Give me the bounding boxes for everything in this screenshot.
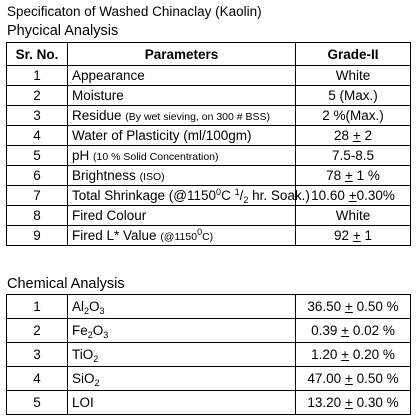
parameter: Fired L* Value (@1150$^0$C)	[68, 226, 296, 246]
grade-value: 47.00 + 0.50 %	[296, 367, 411, 391]
grade-value: 2 %(Max.)	[296, 106, 411, 126]
grade-value: White	[296, 66, 411, 86]
sr-no: 8	[7, 206, 68, 226]
parameter	[68, 106, 296, 126]
header-parameters: Parameters	[68, 43, 296, 66]
grade-value: White	[296, 206, 411, 226]
sr-no: 7	[7, 186, 68, 206]
parameter	[68, 146, 296, 166]
sr-no: 4	[7, 126, 68, 146]
grade-value: 92 + 1	[296, 226, 411, 246]
table-row	[7, 146, 411, 166]
grade-value: 1.20 + 0.20 %	[296, 343, 411, 367]
grade-value: 78 + 1 %	[296, 166, 411, 186]
sr-no: 2	[7, 86, 68, 106]
parameter-name: Residue	[72, 108, 122, 123]
compound: TiO$_2$	[68, 343, 296, 367]
table-row	[7, 126, 411, 146]
grade-value: 7.5-8.5	[296, 146, 411, 166]
grade-value: 28 + 2	[296, 126, 411, 146]
plus-minus-sign: +	[344, 395, 353, 410]
table-row	[7, 343, 411, 367]
plus-minus-sign: +	[344, 299, 353, 314]
grade-value: 10.60 +0.30%	[296, 186, 411, 206]
table-row	[7, 295, 411, 319]
table-row	[7, 186, 411, 206]
plus-minus-sign: +	[348, 188, 357, 203]
compound: $Fe_2O_3$	[68, 319, 296, 343]
sr-no: 6	[7, 166, 68, 186]
sr-no: 9	[7, 226, 68, 246]
parameter: Fired Colour	[68, 206, 296, 226]
table-row	[7, 206, 411, 226]
parameter	[68, 166, 296, 186]
sr-no: 3	[7, 343, 68, 367]
plus-minus-sign: +	[344, 371, 353, 386]
grade-value: 5 (Max.)	[296, 86, 411, 106]
grade-value: 13.20 + 0.30 %	[296, 391, 411, 415]
table-row	[7, 106, 411, 126]
parameter-note: (By wet sieving, on 300 # BSS)	[125, 111, 271, 123]
table-row	[7, 367, 411, 391]
physical-heading: Phycical Analysis	[7, 23, 119, 39]
sr-no: 1	[7, 295, 68, 319]
table-row	[7, 166, 411, 186]
sr-no: 2	[7, 319, 68, 343]
plus-minus-sign: +	[344, 168, 353, 183]
sr-no: 1	[7, 66, 68, 86]
sr-no: 5	[7, 391, 68, 415]
chemical-analysis-table	[6, 294, 411, 415]
table-row	[7, 319, 411, 343]
parameter: Water of Plasticity (ml/100gm)	[68, 126, 296, 146]
parameter: Appearance	[68, 66, 296, 86]
plus-minus-sign: +	[341, 347, 350, 362]
table-row	[7, 66, 411, 86]
header-grade: Grade-II	[296, 43, 411, 66]
compound: $Al_2O_3$	[68, 295, 296, 319]
parameter-name: pH	[72, 148, 90, 163]
parameter: Total Shrinkage (@1150$^0$C $^1/_2$ hr. Soak.)	[68, 186, 296, 206]
parameter-note: (10 % Solid Concentration)	[93, 151, 219, 163]
sr-no: 3	[7, 106, 68, 126]
document-title: Specificaton of Washed Chinaclay (Kaolin)	[7, 4, 262, 19]
table-row	[7, 391, 411, 415]
chemical-heading: Chemical Analysis	[7, 276, 125, 292]
parameter-name: Brightness	[72, 168, 136, 183]
table-row	[7, 226, 411, 246]
table-header-row	[7, 43, 411, 66]
sr-no: 4	[7, 367, 68, 391]
physical-analysis-table	[6, 42, 411, 246]
table-row	[7, 86, 411, 106]
parameter-note: (ISO)	[139, 171, 165, 183]
grade-value: 36.50 + 0.50 %	[296, 295, 411, 319]
parameter: Moisture	[68, 86, 296, 106]
compound: SiO$_2$	[68, 367, 296, 391]
plus-minus-sign: +	[352, 128, 361, 143]
plus-minus-sign: +	[352, 228, 361, 243]
header-sr-no: Sr. No.	[7, 43, 68, 66]
compound: LOI	[68, 391, 296, 415]
sr-no: 5	[7, 146, 68, 166]
plus-minus-sign: +	[341, 323, 350, 338]
grade-value: 0.39 + 0.02 %	[296, 319, 411, 343]
